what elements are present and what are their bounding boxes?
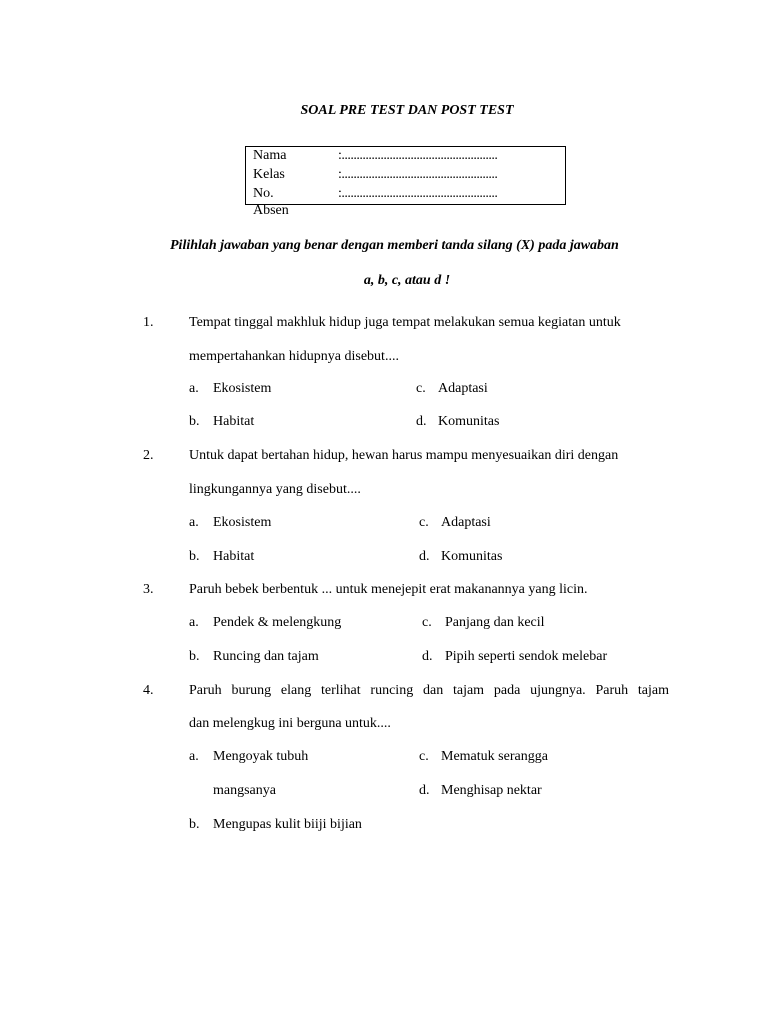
option-text: Pendek & melengkung [213, 615, 342, 630]
identity-box [245, 146, 566, 218]
option-letter: b. [189, 817, 200, 832]
option-text: Ekosistem [213, 515, 272, 530]
question-text-line: Tempat tinggal makhluk hidup juga tempat melakukan semua kegiatan untuk [189, 315, 621, 330]
option-text: Adaptasi [441, 515, 491, 530]
option-text: Panjang dan kecil [445, 615, 545, 630]
question-text-line: mempertahankan hidupnya disebut.... [189, 349, 399, 364]
option-letter: c. [416, 381, 426, 396]
question-text-line: Untuk dapat bertahan hidup, hewan harus mampu menyesuaikan diri dengan [189, 448, 619, 463]
option-letter: a. [189, 749, 199, 764]
question-number: 2. [143, 448, 154, 463]
question-text-line: lingkungannya yang disebut.... [189, 482, 361, 497]
identity-label: No. Absen [253, 186, 289, 218]
option-text: Pipih seperti sendok melebar [445, 649, 608, 664]
question-text-line: Paruh burung elang terlihat runcing dan tajam pada ujungnya. Paruh tajam [189, 683, 669, 698]
identity-fill-line: :.................................................... [338, 167, 498, 182]
option-letter: c. [419, 515, 429, 530]
question-number: 3. [143, 582, 154, 597]
option-text: Habitat [213, 549, 255, 564]
option-text: Komunitas [441, 549, 503, 564]
question-text-line: Paruh bebek berbentuk ... untuk menejepit erat makanannya yang licin. [189, 582, 588, 597]
option-letter: d. [419, 549, 430, 564]
option-text: Mengupas kulit biiji bijian [213, 817, 362, 832]
option-text: Komunitas [438, 414, 500, 429]
option-letter: a. [189, 615, 199, 630]
option-letter: c. [419, 749, 429, 764]
option-letter: d. [422, 649, 433, 664]
option-letter: b. [189, 414, 200, 429]
question-number: 1. [143, 315, 154, 330]
identity-fill-line: :.................................................... [338, 186, 498, 201]
question-number: 4. [143, 683, 154, 698]
option-letter: c. [422, 615, 432, 630]
instruction-line-2: a, b, c, atau d ! [363, 273, 451, 288]
option-text: Adaptasi [438, 381, 488, 396]
option-text: Habitat [213, 414, 255, 429]
option-letter: a. [189, 515, 199, 530]
option-letter: a. [189, 381, 199, 396]
option-text: Mematuk serangga [441, 749, 548, 764]
option-text: Menghisap nektar [441, 783, 542, 798]
option-letter: d. [419, 783, 430, 798]
question-text-line: dan melengkug ini berguna untuk.... [189, 716, 391, 731]
option-text-continued: mangsanya [213, 783, 276, 798]
option-letter: d. [416, 414, 427, 429]
page-title: SOAL PRE TEST DAN POST TEST [300, 103, 514, 118]
option-text: Runcing dan tajam [213, 649, 319, 664]
identity-label: Nama [253, 148, 287, 163]
option-text: Ekosistem [213, 381, 272, 396]
identity-fill-line: :.................................................... [338, 148, 498, 163]
option-letter: b. [189, 649, 200, 664]
option-text: Mengoyak tubuh [213, 749, 309, 764]
identity-label: Kelas [253, 167, 285, 182]
instruction-line-1: Pilihlah jawaban yang benar dengan memberi tanda silang (X) pada jawaban [170, 238, 619, 253]
option-letter: b. [189, 549, 200, 564]
